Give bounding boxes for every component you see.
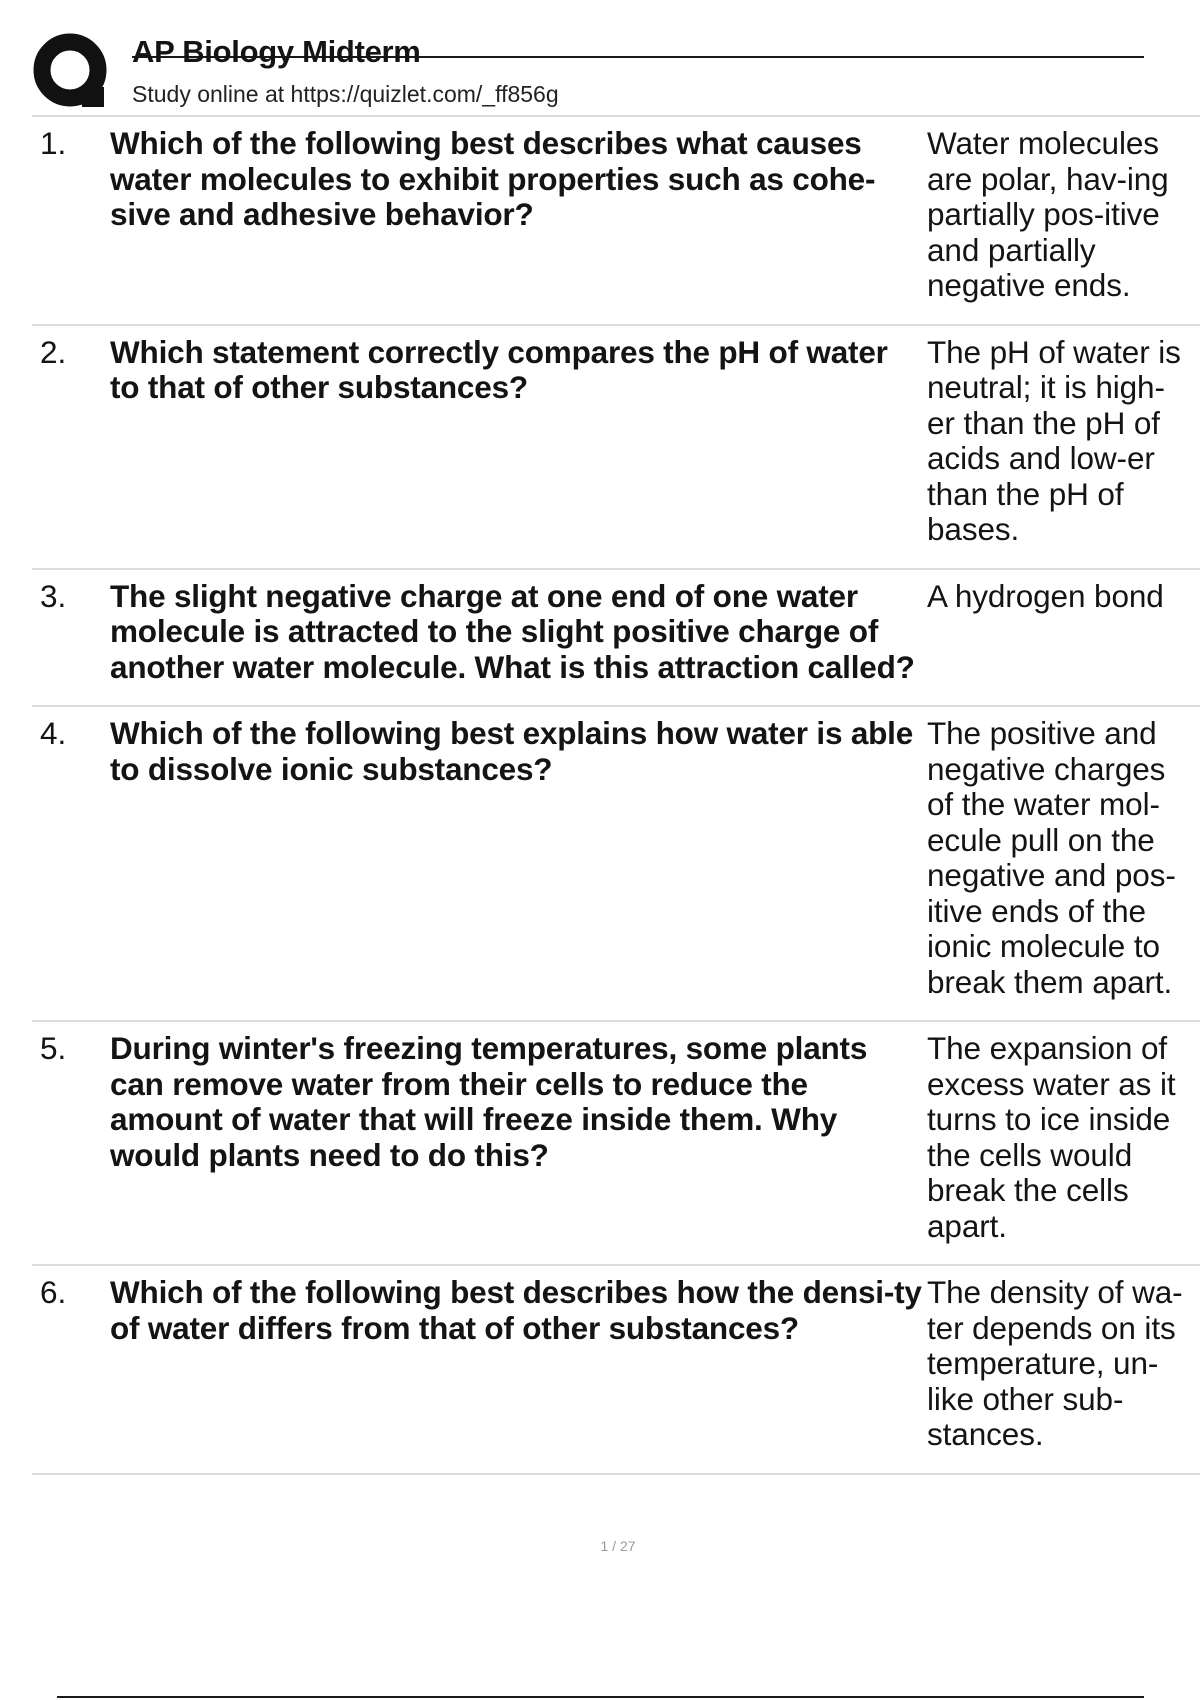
card-term: Which of the following best describes how the densi-ty of water differs from that of other substances? <box>110 1274 922 1346</box>
card-term: Which statement correctly compares the pH of water to that of other substances? <box>110 333 888 405</box>
card-number: 1. <box>40 125 67 161</box>
flashcard-row <box>32 117 1200 326</box>
card-term: During winter's freezing temperatures, some plants can remove water from their cells to reduce the amount of water that will freeze inside them. Why would plants need to do this? <box>110 1030 868 1173</box>
card-definition: A hydrogen bond <box>927 577 1164 614</box>
card-definition: The expansion of excess water as it turns to ice inside the cells would break the cells apart. <box>927 1030 1176 1244</box>
flashcard-row <box>32 707 1200 1022</box>
card-number: 5. <box>40 1030 67 1066</box>
flashcard-row <box>32 326 1200 570</box>
flashcard-row <box>32 570 1200 708</box>
document-title: AP Biology Midterm <box>132 34 421 69</box>
card-number: 4. <box>40 715 67 751</box>
quizlet-q-logo-icon <box>32 32 112 112</box>
card-term: Which of the following best describes what causes water molecules to exhibit properties such as cohe-sive and adhesive behavior? <box>110 125 876 232</box>
flashcard-row <box>32 1266 1200 1475</box>
page-indicator: 1 / 27 <box>600 1538 636 1554</box>
bottom-rule <box>57 1696 1144 1698</box>
card-definition: The pH of water is neutral; it is high-er than the pH of acids and low-er than the pH of bases. <box>927 333 1181 547</box>
card-term: Which of the following best explains how water is able to dissolve ionic substances? <box>110 715 914 787</box>
card-definition: The positive and negative charges of the water mol-ecule pull on the negative and pos-itive ends of the ionic molecule to break them apart. <box>927 715 1176 1000</box>
card-term: The slight negative charge at one end of one water molecule is attracted to the slight positive charge of another water molecule. What is this attraction called? <box>110 577 915 685</box>
card-number: 3. <box>40 577 67 614</box>
flashcard-list <box>32 117 1200 1475</box>
flashcard-row <box>32 1022 1200 1266</box>
study-online-link[interactable]: Study online at https://quizlet.com/_ff856g <box>132 81 559 107</box>
card-definition: The density of wa-ter depends on its temperature, un-like other sub-stances. <box>927 1274 1183 1452</box>
card-number: 2. <box>40 333 67 370</box>
card-number: 6. <box>40 1274 67 1310</box>
card-definition: Water molecules are polar, hav-ing partially pos-itive and partially negative ends. <box>927 125 1169 303</box>
